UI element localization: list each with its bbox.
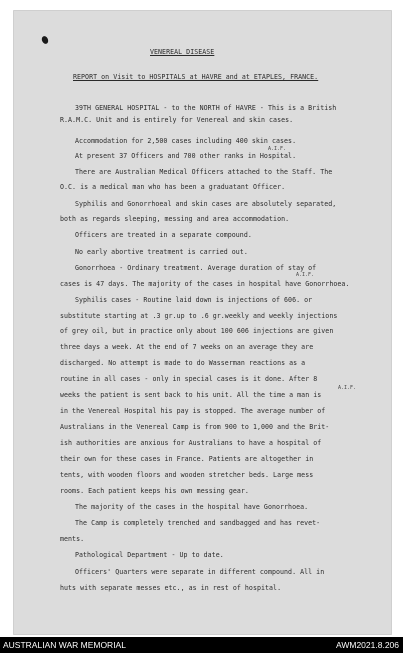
text-line: 39TH GENERAL HOSPITAL - to the NORTH of HAVRE - This is a British [75, 104, 337, 112]
text-line: Pathological Department - Up to date. [75, 551, 224, 559]
text-line: weeks the patient is sent back to his unit. All the time a man is [60, 391, 322, 399]
text-line: their own for these cases in France. Patients are altogether in [60, 455, 314, 463]
text-line: rooms. Each patient keeps his own messing gear. [60, 487, 249, 495]
text-line: routine in all cases - only in special cases is it done. After 8 [60, 375, 318, 383]
footer-id: AWM2021.8.206 [336, 640, 399, 650]
text-line: Syphilis and Gonorrhoeal and skin cases are absolutely separated, [75, 200, 337, 208]
text-line: Australians in the Venereal Camp is from 900 to 1,000 and the Brit- [60, 423, 330, 431]
text-line: The Camp is completely trenched and sandbagged and has revet- [75, 519, 321, 527]
text-line: The majority of the cases in the hospital have Gonorrhoea. [75, 503, 309, 511]
text-line: huts with separate messes etc., as in rest of hospital. [60, 584, 282, 592]
text-line: R.A.M.C. Unit and is entirely for Venereal and skin cases. [60, 116, 294, 124]
text-line: Accommodation for 2,500 cases including 400 skin cases. [75, 137, 297, 145]
text-line: Syphilis cases - Routine laid down is injections of 606. or [75, 296, 313, 304]
handwritten-annotation: A.I.F. [338, 385, 357, 391]
handwritten-annotation: A.I.F. [268, 146, 287, 152]
text-line: Officers are treated in a separate compound. [75, 231, 252, 239]
text-line: discharged. No attempt is made to do Wasserman reactions as a [60, 359, 306, 367]
text-line: There are Australian Medical Officers attached to the Staff. The [75, 168, 333, 176]
text-line: ments. [60, 535, 85, 543]
handwritten-annotation: A.I.F. [296, 272, 315, 278]
text-line: Gonorrhoea - Ordinary treatment. Average duration of stay of [75, 264, 317, 272]
footer-bar [0, 637, 403, 653]
text-line: in the Venereal Hospital his pay is stopped. The average number of [60, 407, 326, 415]
document-title: VENEREAL DISEASE [150, 48, 215, 56]
text-line: O.C. is a medical man who has been a graduatant Officer. [60, 183, 286, 191]
text-line: both as regards sleeping, messing and area accommodation. [60, 215, 290, 223]
text-line: ish authorities are anxious for Australians to have a hospital of [60, 439, 322, 447]
text-line: tents, with wooden floors and wooden stretcher beds. Large mess [60, 471, 314, 479]
text-line: of grey oil, but in practice only about 100 606 injections are given [60, 327, 334, 335]
text-line: three days a week. At the end of 7 weeks on an average they are [60, 343, 314, 351]
text-line: Officers' Quarters were separate in different compound. All in [75, 568, 325, 576]
text-line: cases is 47 days. The majority of the cases in hospital have Gonorrhoea. [60, 280, 350, 288]
footer-source: AUSTRALIAN WAR MEMORIAL [3, 640, 126, 650]
text-line: At present 37 Officers and 700 other ranks in Hospital. [75, 152, 297, 160]
text-line: substitute starting at .3 gr.up to .6 gr.weekly and weekly injections [60, 312, 338, 320]
text-line: No early abortive treatment is carried out. [75, 248, 248, 256]
report-heading: REPORT on Visit to HOSPITALS at HAVRE and at ETAPLES, FRANCE. [73, 73, 319, 81]
